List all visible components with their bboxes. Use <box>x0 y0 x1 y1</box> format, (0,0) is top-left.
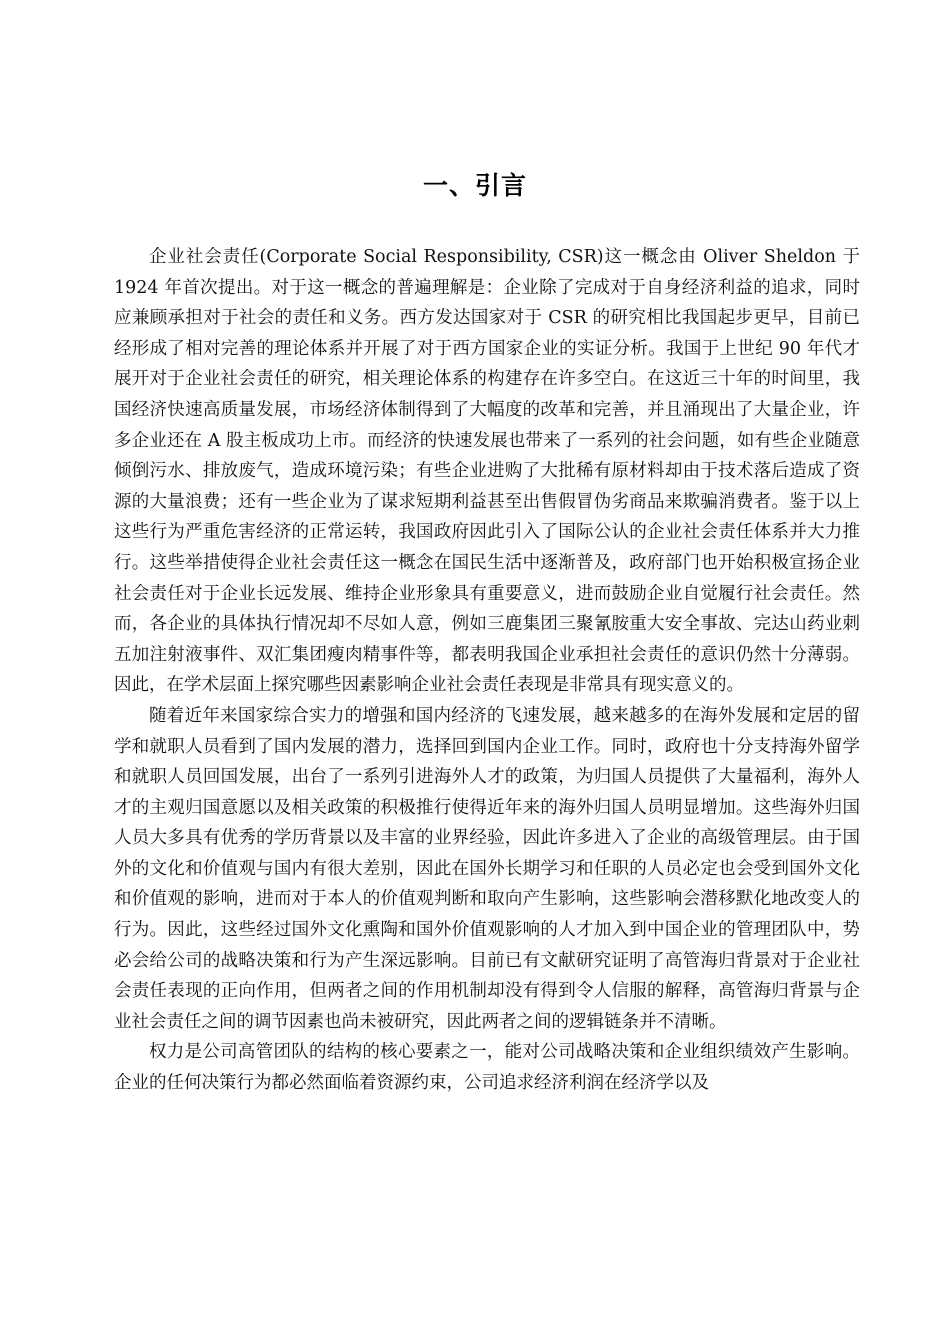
paragraph-2: 随着近年来国家综合实力的增强和国内经济的飞速发展，越来越多的在海外发展和定居的留学和就职人员看到了国内发展的潜力，选择回到国内企业工作。同时，政府也十分支持海外留学和就职人员回国发展，出台了一系列引进海外人才的政策，为归国人员提供了大量福利，海外人才的主观归国意愿以及相关政策的积极推行使得近年来的海外归国人员明显增加。这些海外归国人员大多具有优秀的学历背景以及丰富的业界经验，因此许多进入了企业的高级管理层。由于国外的文化和价值观与国内有很大差别，因此在国外长期学习和任职的人员必定也会受到国外文化和价值观的影响，进而对于本人的价值观判断和取向产生影响，这些影响会潜移默化地改变人的行为。因此，这些经过国外文化熏陶和国外价值观影响的人才加入到中国企业的管理团队中，势必会给公司的战略决策和行为产生深远影响。目前已有文献研究证明了高管海归背景对于企业社会责任表现的正向作用，但两者之间的作用机制却没有得到令人信服的解释，高管海归背景与企业社会责任之间的调节因素也尚未被研究，因此两者之间的逻辑链条并不清晰。 <box>114 705 860 1032</box>
section-heading: 一、引言 <box>422 171 527 200</box>
paragraph-1: 企业社会责任(Corporate Social Responsibility, CSR)这一概念由 Oliver Sheldon 于 1924 年首次提出。对于这一概念的普遍理解是：企业除了完成对于自身经济利益的追求，同时应兼顾承担对于社会的责任和义务。西方发达国家对于 CSR 的研究相比我国起步更早，目前已经形成了相对完善的理论体系并开展了对于西方国家企业的实证分析。我国于上世纪 90 年代才展开对于企业社会责任的研究，相关理论体系的构建存在许多空白。在这近三十年的时间里，我国经济快速高质量发展，市场经济体制得到了大幅度的改革和完善，并且涌现出了大量企业，许多企业还在 A 股主板成功上市。而经济的快速发展也带来了一系列的社会问题，如有些企业随意倾倒污水、排放废气，造成环境污染；有些企业进购了大批稀有原材料却由于技术落后造成了资源的大量浪费；还有一些企业为了谋求短期利益甚至出售假冒伪劣商品来欺骗消费者。鉴于以上这些行为严重危害经济的正常运转，我国政府因此引入了国际公认的企业社会责任体系并大力推行。这些举措使得企业社会责任这一概念在国民生活中逐渐普及，政府部门也开始积极宣扬企业社会责任对于企业长远发展、维持企业形象具有重要意义，进而鼓励企业自觉履行社会责任。然而，各企业的具体执行情况却不尽如人意，例如三鹿集团三聚氰胺重大安全事故、完达山药业刺五加注射液事件、双汇集团瘦肉精事件等，都表明我国企业承担社会责任的意识仍然十分薄弱。因此，在学术层面上探究哪些因素影响企业社会责任表现是非常具有现实意义的。 <box>114 247 860 696</box>
body-text <box>114 242 860 1099</box>
paragraph-3: 权力是公司高管团队的结构的核心要素之一，能对公司战略决策和企业组织绩效产生影响。企业的任何决策行为都必然面临着资源约束，公司追求经济利润在经济学以及 <box>114 1042 860 1094</box>
